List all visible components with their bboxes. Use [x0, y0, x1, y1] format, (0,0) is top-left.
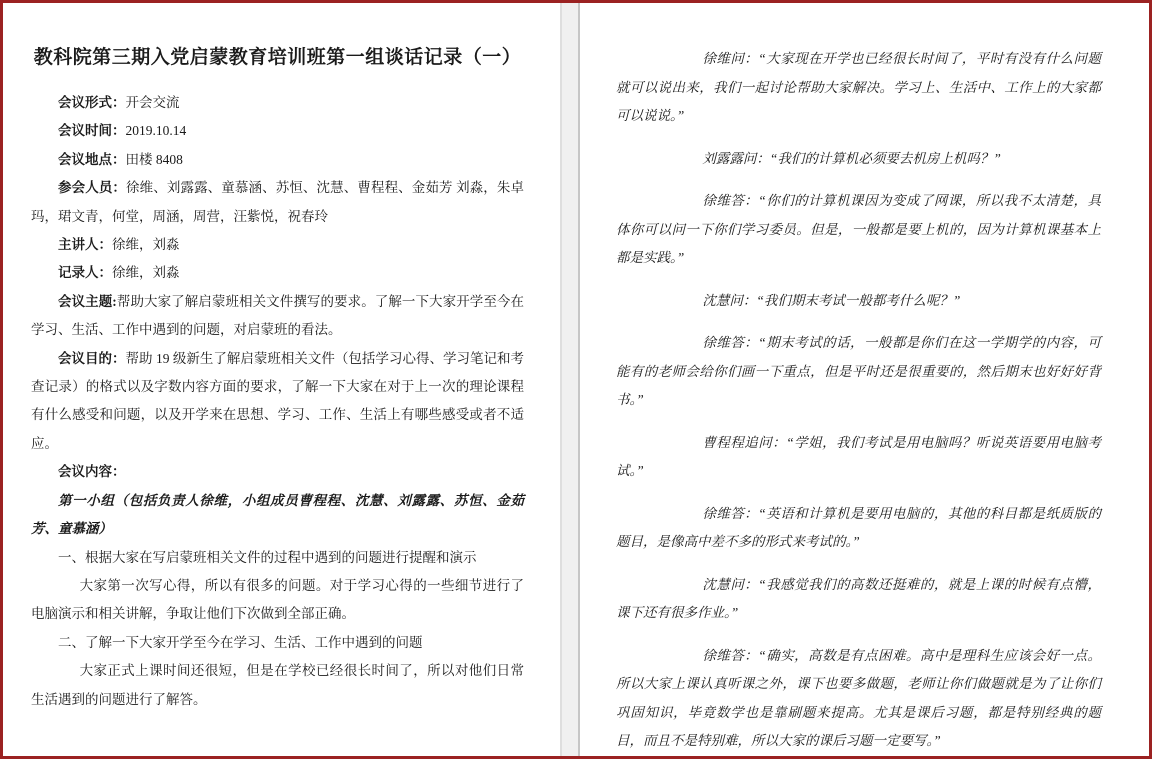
- dialog-paragraph: 徐维答：“你们的计算机课因为变成了网课，所以我不太清楚，具体你可以问一下你们学习委员。但是，一般都是要上机的，因为计算机课基本上都是实践。”: [616, 193, 1101, 265]
- meeting-topic: [31, 288, 524, 345]
- meta-value: 田楼 8408: [125, 151, 183, 167]
- meta-value: 2019.10.14: [125, 123, 187, 139]
- page-1[interactable]: [3, 3, 560, 756]
- dialog-paragraph: 曹程程追问：“学姐，我们考试是用电脑吗？听说英语要用电脑考试。”: [616, 434, 1101, 478]
- meta-row-form: [31, 89, 524, 117]
- content-heading: [31, 458, 524, 486]
- content-label: 会议内容：: [58, 464, 126, 480]
- dialog-paragraph: 沈慧问：“我感觉我们的高数还挺难的，就是上课的时候有点懵，课下还有很多作业。”: [616, 576, 1101, 620]
- meta-label: 会议地点：: [58, 151, 126, 167]
- purpose-label: 会议目的：: [58, 350, 126, 366]
- topic-label: 会议主题:: [58, 293, 117, 309]
- meeting-purpose: [31, 345, 524, 459]
- agenda-item-1-heading: 一、根据大家在写启蒙班相关文件的过程中遇到的问题进行提醒和演示: [58, 549, 477, 565]
- page-2[interactable]: [580, 3, 1149, 756]
- dialog-paragraph: 徐维问：“大家现在开学也已经很长时间了，平时有没有什么问题就可以说出来，我们一起讨论帮助大家解决。学习上、生活中、工作上的大家都可以说说。”: [616, 51, 1101, 123]
- meta-label: 记录人：: [58, 265, 112, 281]
- meta-value: 徐维、刘露露、童慕涵、苏恒、沈慧、曹程程、金茹芳 刘淼，朱卓玛，珺文青，何堂，周涵，周营，汪紫悦，祝春玲: [31, 180, 525, 224]
- dialog-paragraph: 沈慧问：“我们期末考试一般都考什么呢？”: [702, 292, 961, 308]
- dialog-paragraph: 徐维答：“确实，高数是有点困难。高中是理科生应该会好一点。所以大家上课认真听课之外，课下也要多做题，老师让你们做题就是为了让你们巩固知识，毕竟数学也是靠刷题来提高。尤其是课后习题，都是特别经典的题目，而且不是特别难，所以大家的课后习题一定要写。”: [616, 647, 1101, 748]
- dialog-paragraph: 徐维答：“期末考试的话，一般都是你们在这一学期学的内容，可能有的老师会给你们画一下重点，但是平时还是很重要的，然后期末也好好好背书。”: [616, 335, 1101, 407]
- agenda-item-1-body: 大家第一次写心得，所以有很多的问题。对于学习心得的一些细节进行了电脑演示和相关讲解，争取让他们下次做到全部正确。: [31, 577, 524, 622]
- agenda-item-2-heading: 二、了解一下大家开学至今在学习、生活、工作中遇到的问题: [58, 634, 423, 650]
- agenda-item-2-body: 大家正式上课时间还很短，但是在学校已经很长时间了，所以对他们日常生活遇到的问题进行了解答。: [31, 663, 524, 707]
- meta-label: 会议时间：: [58, 123, 126, 139]
- group-members-line: 第一小组（包括负责人徐维，小组成员曹程程、沈慧、刘露露、苏恒、金茹芳、童慕涵）: [31, 492, 524, 537]
- dialog-paragraph: 徐维答：“英语和计算机是要用电脑的，其他的科目都是纸质版的题目，是像高中差不多的形式来考试的。”: [616, 505, 1101, 549]
- dialog-paragraph: 刘露露问：“我们的计算机必须要去机房上机吗？”: [702, 150, 1001, 166]
- meta-row-attendees: [31, 174, 524, 231]
- meta-label: 主讲人：: [58, 237, 112, 253]
- purpose-text: 帮助 19 级新生了解启蒙班相关文件（包括学习心得、学习笔记和考查记录）的格式以及字数内容方面的要求，了解一下大家在对于上一次的理论课程有什么感受和问题，以及开学来在思想、学习、工作、生活上有哪些感受或者不适应。: [31, 350, 525, 451]
- document-title: 教科院第三期入党启蒙教育培训班第一组谈话记录（一）: [33, 47, 522, 68]
- meta-row-place: [31, 146, 524, 174]
- topic-text: 帮助大家了解启蒙班相关文件撰写的要求。了解一下大家开学至今在学习、生活、工作中遇到的问题，对启蒙班的看法。: [31, 293, 525, 338]
- meta-value: 开会交流: [125, 95, 180, 110]
- meta-label: 参会人员：: [58, 180, 127, 196]
- meta-row-recorder: [31, 259, 524, 287]
- page-gutter: [560, 3, 580, 756]
- meta-value: 徐维，刘淼: [112, 237, 180, 253]
- meta-row-time: [31, 117, 524, 145]
- meta-row-speaker: [31, 231, 524, 259]
- meta-value: 徐维，刘淼: [112, 265, 180, 281]
- meta-label: 会议形式：: [58, 95, 126, 110]
